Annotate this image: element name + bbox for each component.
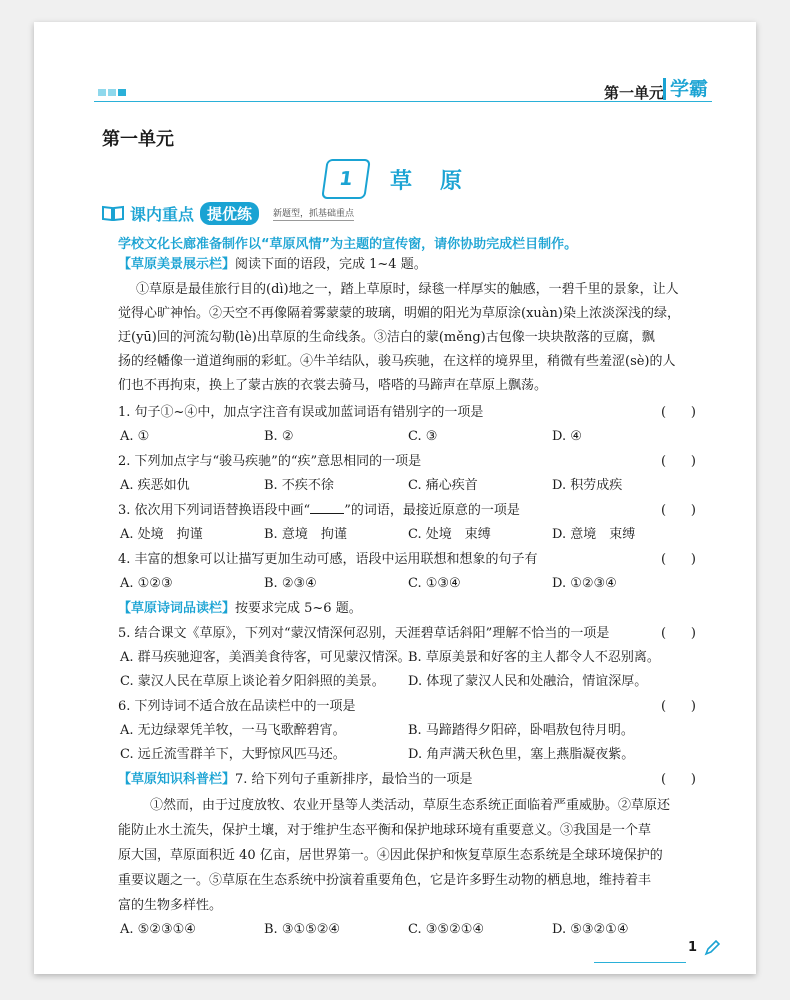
passage2-line: 原大国，草原面积近 40 亿亩，居世界第一。④因此保护和恢复草原生态系统是全球环境保护的 [118, 848, 663, 863]
answer-blank-7[interactable]: ( ) [661, 772, 696, 787]
open-book-icon [102, 205, 124, 221]
q3-stem-part1: 3. 依次用下列词语替换语段中画“ [118, 503, 311, 518]
passage1-line: 觉得心旷神怡。②天空不再像隔着雾蒙蒙的玻璃，明媚的阳光为草原涂(xuàn)染上浓淡深浅的绿， [118, 306, 680, 321]
q2-option-c[interactable]: C. 痛心疾首 [408, 478, 478, 493]
lesson-number-badge: 1 [321, 159, 371, 199]
pencil-icon [704, 940, 720, 956]
q3-option-c[interactable]: C. 处境 束缚 [408, 527, 491, 542]
q3-option-d[interactable]: D. 意境 束缚 [552, 527, 636, 542]
passage1-line: 们也不再拘束，换上了蒙古族的衣裳去骑马，嗒嗒的马蹄声在草原上飘荡。 [118, 378, 548, 393]
part2-heading [118, 600, 362, 618]
header-decoration [98, 89, 126, 96]
q2-option-b[interactable]: B. 不疾不徐 [264, 478, 334, 493]
q4-option-c[interactable]: C. ①③④ [408, 576, 461, 591]
page-header [34, 70, 756, 106]
q5-option-a[interactable]: A. 群马疾驰迎客，美酒美食待客，可见蒙汉情深。 [120, 650, 411, 665]
question-5: 5. 结合课文《草原》，下列对“蒙汉情深何忍别，天涯碧草话斜阳”理解不恰当的一项是 [118, 626, 610, 641]
question-2: 2. 下列加点字与“骏马疾驰”的“疾”意思相同的一项是 [118, 454, 422, 469]
header-brand-logo: 学霸 [663, 78, 708, 100]
part1-heading [118, 256, 427, 274]
part2-tag: 【草原诗词品读栏】 [118, 601, 236, 616]
answer-blank-5[interactable]: ( ) [661, 626, 696, 641]
header-unit: 第一单元 [603, 84, 664, 102]
question-7: 7. 给下列句子重新排序，最恰当的一项是 [235, 772, 473, 787]
q3-option-b[interactable]: B. 意境 拘谨 [264, 527, 347, 542]
q4-option-b[interactable]: B. ②③④ [264, 576, 317, 591]
q3-underline-blank [310, 503, 344, 514]
q5-option-c[interactable]: C. 蒙汉人民在草原上谈论着夕阳斜照的美景。 [120, 674, 385, 689]
answer-blank-3[interactable]: ( ) [661, 503, 696, 518]
section-heading [102, 200, 354, 226]
unit-title: 第一单元 [102, 129, 174, 150]
q5-option-d[interactable]: D. 体现了蒙汉人民和处融洽，情谊深厚。 [408, 674, 648, 689]
q6-option-c[interactable]: C. 远丘流雪群羊下，大野惊风匹马还。 [120, 747, 346, 762]
q1-option-a[interactable]: A. ① [120, 429, 150, 444]
q6-option-a[interactable]: A. 无边绿翠凭羊牧，一马飞歌醉碧宵。 [120, 723, 346, 738]
answer-blank-2[interactable]: ( ) [661, 454, 696, 469]
part3-heading [118, 771, 473, 789]
answer-blank-1[interactable]: ( ) [661, 405, 696, 420]
part2-text: 按要求完成 5~6 题。 [235, 601, 362, 616]
q3-option-a[interactable]: A. 处境 拘谨 [120, 527, 203, 542]
q7-option-b[interactable]: B. ③①⑤②④ [264, 922, 341, 937]
part1-text: 阅读下面的语段，完成 1~4 题。 [235, 257, 427, 272]
answer-blank-6[interactable]: ( ) [661, 699, 696, 714]
passage1-line: 迂(yū)回的河流勾勒(lè)出草原的生命线条。③洁白的蒙(měng)古包像一块块散落的豆腐，飘 [118, 330, 655, 345]
lesson-title: 草原 [390, 168, 491, 194]
task-intro: 学校文化长廊准备制作以“草原风情”为主题的宣传窗，请你协助完成栏目制作。 [118, 237, 578, 252]
part1-tag: 【草原美景展示栏】 [118, 257, 236, 272]
q4-option-a[interactable]: A. ①②③ [120, 576, 173, 591]
q5-option-b[interactable]: B. 草原美景和好客的主人都令人不忍别离。 [408, 650, 660, 665]
passage2-line: 重要议题之一。⑤草原在生态系统中扮演着重要角色，它是许多野生动物的栖息地，维持着丰 [118, 873, 652, 888]
section-badge: 提优练 [200, 202, 259, 225]
q6-option-d[interactable]: D. 角声满天秋色里，塞上燕脂凝夜紫。 [408, 747, 635, 762]
q1-option-c[interactable]: C. ③ [408, 429, 438, 444]
passage1-line: ①草原是最佳旅行目的(dì)地之一，踏上草原时，绿毯一样厚实的触感，一碧千里的景象，让人 [136, 282, 679, 297]
passage2-line: ①然而，由于过度放牧、农业开垦等人类活动，草原生态系统正面临着严重威胁。②草原还 [150, 798, 671, 813]
q7-option-a[interactable]: A. ⑤②③①④ [120, 922, 196, 937]
question-1: 1. 句子①~④中，加点字注音有误或加蓝词语有错别字的一项是 [118, 405, 484, 420]
textbook-page [34, 22, 756, 974]
footer-rule [594, 962, 686, 963]
q2-option-a[interactable]: A. 疾恶如仇 [120, 478, 190, 493]
lesson-heading [324, 158, 490, 200]
q6-option-b[interactable]: B. 马蹄踏得夕阳碎，卧唱敖包待月明。 [408, 723, 634, 738]
q4-option-d[interactable]: D. ①②③④ [552, 576, 617, 591]
page-number: 1 [688, 940, 698, 955]
passage1-line: 扬的经幡像一道道绚丽的彩虹。④牛羊结队，骏马疾驰，在这样的境界里，稍微有些羞涩(sè)的人 [118, 354, 676, 369]
section-label: 课内重点 [130, 204, 195, 224]
answer-blank-4[interactable]: ( ) [661, 552, 696, 567]
passage2-line: 能防止水土流失，保护土壤，对于维护生态平衡和保护地球环境有重要意义。③我国是一个草 [118, 823, 652, 838]
q7-option-d[interactable]: D. ⑤③②①④ [552, 922, 629, 937]
section-note: 新题型，抓基础重点 [273, 206, 354, 221]
q1-option-d[interactable]: D. ④ [552, 429, 582, 444]
question-6: 6. 下列诗词不适合放在品读栏中的一项是 [118, 699, 356, 714]
part3-tag: 【草原知识科普栏】 [118, 772, 236, 787]
q7-option-c[interactable]: C. ③⑤②①④ [408, 922, 485, 937]
question-4: 4. 丰富的想象可以让描写更加生动可感，语段中运用联想和想象的句子有 [118, 552, 538, 567]
q2-option-d[interactable]: D. 积劳成疾 [552, 478, 623, 493]
passage2-line: 富的生物多样性。 [118, 898, 223, 913]
q3-stem-part2: ”的词语，最接近原意的一项是 [344, 503, 520, 518]
q1-option-b[interactable]: B. ② [264, 429, 294, 444]
question-3 [118, 502, 520, 520]
